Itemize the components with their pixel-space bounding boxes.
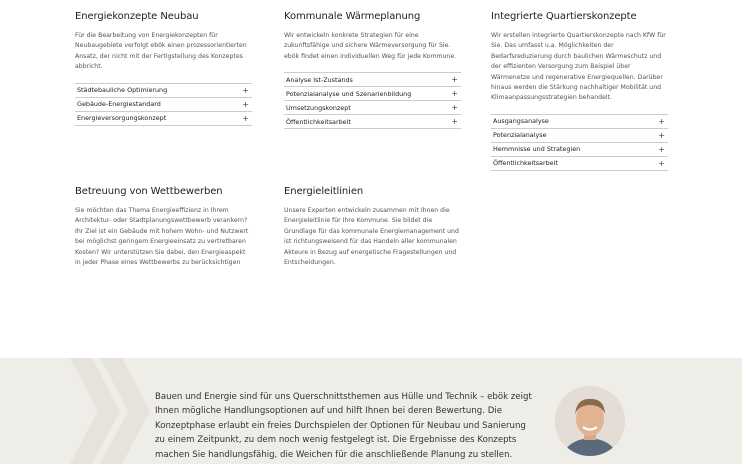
accordion-item[interactable] (284, 101, 461, 115)
accordion-label: Analyse Ist-Zustands (286, 75, 353, 84)
team-member-photo (555, 386, 625, 456)
accordion-item[interactable] (491, 143, 668, 157)
accordion (491, 114, 668, 171)
accordion-item[interactable] (75, 84, 252, 98)
accordion-item[interactable] (75, 112, 252, 126)
section-kommunale-waermeplanung (284, 11, 461, 129)
plus-icon: + (451, 89, 458, 99)
plus-icon: + (242, 85, 249, 95)
section-text: Unsere Experten entwickeln zusammen mit Ihnen die Energieleitlinie für Ihre Kommune. Sie bildet die Grundlage für das kommunale Energiemanagement und ist richtungsweisend für das Handeln aller kommunalen Akteure in Bezug auf energetische Fragestellungen und Entscheidungen. (284, 207, 459, 267)
plus-icon: + (451, 117, 458, 127)
plus-icon: + (658, 158, 665, 168)
section-title: Kommunale Wärmeplanung (284, 11, 421, 22)
plus-icon: + (658, 116, 665, 126)
section-text: Für die Bearbeitung von Energiekonzepten für Neubaugebiete verfolgt ebök einen prozessorientierten Ansatz, der nicht mit der Fertigstellung des Konzeptes abbricht. (75, 32, 247, 71)
accordion-item[interactable] (284, 73, 461, 87)
plus-icon: + (242, 99, 249, 109)
accordion-label: Hemmnisse und Strategien (493, 145, 581, 154)
accordion-label: Öffentlichkeitsarbeit (493, 159, 558, 168)
section-energiekonzepte-neubau (75, 11, 252, 126)
section-integrierte-quartierskonzepte (491, 11, 668, 171)
section-text: Wir entwickeln konkrete Strategien für eine zukunftsfähige und sichere Wärmeversorgung für Sie. ebök findet einen individuellen Weg für jede Kommune. (284, 32, 457, 60)
accordion-item[interactable] (491, 129, 668, 143)
section-energieleitlinien (284, 186, 461, 278)
plus-icon: + (451, 75, 458, 85)
section-betreuung-wettbewerbe (75, 186, 252, 278)
accordion-label: Gebäude-Energiestandard (77, 100, 161, 109)
accordion-label: Öffentlichkeitsarbeit (286, 117, 351, 126)
accordion-item[interactable] (75, 98, 252, 112)
section-text: Wir erstellen integrierte Quartierskonzepte nach KfW für Sie. Das umfasst u.a. Möglichkeiten der Bedarfsreduzierung durch baulichen Wärmeschutz und der effizienten Versorgung zum Beispiel über Wärmenetze und regenerative Energiequellen. Darüber hinaus werden die Stärkung nachhaltiger Mobilität und Klimaanpassungsstrategien behandelt. (491, 32, 666, 102)
chevron-decoration-icon (70, 358, 150, 464)
section-text: Sie möchten das Thema Energieeffizienz in Ihrem Architektur- oder Stadtplanungswettbewerb verankern? Ihr Ziel ist ein Gebäude mit hohem Wohn- und Nutzwert bei möglichst geringem Energieeinsatz zu vertretbaren Kosten? Wir unterstützen Sie dabei, den Energieaspekt in jeder Phase eines Wettbewerbs zu berücksichtigen (75, 207, 249, 267)
intro-section (0, 358, 742, 464)
intro-text: Bauen und Energie sind für uns Querschnittsthemen aus Hülle und Technik – ebök zeigt Ihnen mögliche Handlungsoptionen auf und hilft Ihnen bei deren Bewertung. Die Konzeptphase erlaubt ein freies Durchspielen der Optionen für Neubau und Sanierung zu einem Zeitpunkt, zu dem noch wenig festgelegt ist. Die Ergebnisse des Konzepts machen Sie handlungsfähig, die Weichen für die anschließende Planung zu stellen. (155, 392, 532, 460)
section-title: Energiekonzepte Neubau (75, 11, 199, 22)
accordion-label: Umsetzungskonzept (286, 103, 351, 112)
accordion-item[interactable] (284, 87, 461, 101)
accordion-label: Energieversorgungskonzept (77, 114, 167, 123)
accordion-label: Potenzialanalyse und Szenarienbildung (286, 89, 412, 98)
accordion-item[interactable] (491, 157, 668, 171)
accordion-label: Städtebauliche Optimierung (77, 86, 168, 95)
accordion (284, 72, 461, 129)
accordion-label: Potenzialanalyse (493, 131, 547, 140)
section-title: Betreuung von Wettbewerben (75, 186, 223, 197)
accordion (75, 83, 252, 126)
plus-icon: + (658, 144, 665, 154)
accordion-item[interactable] (284, 115, 461, 129)
plus-icon: + (451, 103, 458, 113)
accordion-item[interactable] (491, 115, 668, 129)
section-title: Integrierte Quartierskonzepte (491, 11, 637, 22)
accordion-label: Ausgangsanalyse (493, 117, 549, 126)
section-title: Energieleitlinien (284, 186, 364, 197)
plus-icon: + (658, 130, 665, 140)
plus-icon: + (242, 113, 249, 123)
